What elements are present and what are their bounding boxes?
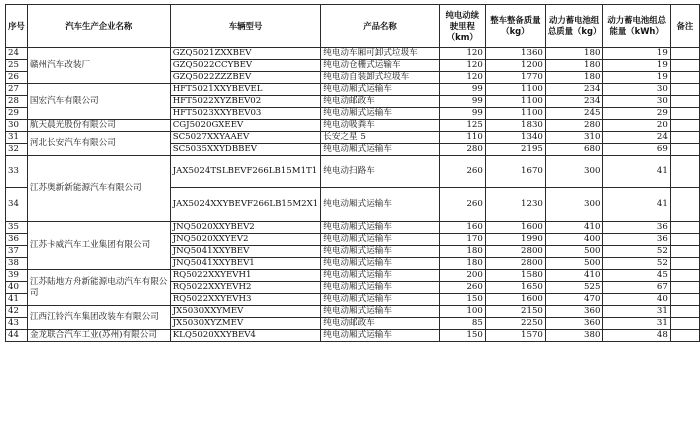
cell-range: 99 (439, 108, 485, 120)
cell-company: 国宏汽车有限公司 (27, 84, 170, 120)
header-seq: 序号 (6, 5, 28, 48)
cell-product: 纯电动厢式运输车 (321, 188, 440, 222)
cell-product: 纯电动厢式运输车 (321, 84, 440, 96)
cell-product: 长安之星 5 (321, 132, 440, 144)
cell-battery-mass: 410 (545, 222, 603, 234)
cell-product: 纯电动厢式运输车 (321, 294, 440, 306)
cell-battery-energy: 67 (603, 282, 670, 294)
cell-remark (670, 120, 699, 132)
header-battery-mass: 动力蓄电池组总质量（kg） (545, 5, 603, 48)
cell-company: 航天晨光股份有限公司 (27, 120, 170, 132)
cell-remark (670, 306, 699, 318)
cell-seq: 34 (6, 188, 28, 222)
cell-range: 125 (439, 120, 485, 132)
cell-company: 江苏陆地方舟新能源电动汽车有限公司 (27, 270, 170, 306)
cell-remark (670, 222, 699, 234)
header-model: 车辆型号 (170, 5, 321, 48)
cell-battery-mass: 234 (545, 96, 603, 108)
cell-remark (670, 258, 699, 270)
cell-remark (670, 108, 699, 120)
cell-range: 280 (439, 144, 485, 156)
header-company: 汽车生产企业名称 (27, 5, 170, 48)
cell-model: GZQ5022ZZZBEV (170, 72, 321, 84)
cell-mass: 2150 (485, 306, 545, 318)
cell-battery-mass: 500 (545, 246, 603, 258)
cell-mass: 1100 (485, 108, 545, 120)
cell-mass: 1570 (485, 330, 545, 342)
cell-battery-mass: 180 (545, 48, 603, 60)
cell-range: 200 (439, 270, 485, 282)
cell-model: RQ5022XXYEVH2 (170, 282, 321, 294)
cell-product: 纯电动邮政车 (321, 96, 440, 108)
cell-product: 纯电动厢式运输车 (321, 144, 440, 156)
cell-model: RQ5022XXYEVH1 (170, 270, 321, 282)
cell-battery-mass: 180 (545, 72, 603, 84)
table-row (6, 84, 700, 96)
cell-range: 100 (439, 306, 485, 318)
cell-product: 纯电动厢式运输车 (321, 246, 440, 258)
table-row (6, 132, 700, 144)
cell-battery-mass: 280 (545, 120, 603, 132)
cell-remark (670, 234, 699, 246)
cell-seq: 31 (6, 132, 28, 144)
table-row (6, 48, 700, 60)
cell-mass: 1600 (485, 222, 545, 234)
cell-seq: 39 (6, 270, 28, 282)
cell-model: JX5030XXYMEV (170, 306, 321, 318)
cell-product: 纯电动吸粪车 (321, 120, 440, 132)
cell-mass: 1670 (485, 156, 545, 188)
table-row (6, 330, 700, 342)
cell-battery-mass: 360 (545, 306, 603, 318)
cell-battery-energy: 36 (603, 234, 670, 246)
cell-remark (670, 48, 699, 60)
cell-battery-energy: 45 (603, 270, 670, 282)
cell-model: HFT5021XXYBEVEL (170, 84, 321, 96)
cell-range: 180 (439, 258, 485, 270)
cell-model: JNQ5020XXYEV2 (170, 234, 321, 246)
cell-battery-mass: 525 (545, 282, 603, 294)
cell-product: 纯电动厢式运输车 (321, 108, 440, 120)
cell-product: 纯电动厢式运输车 (321, 330, 440, 342)
cell-company: 赣州汽车改装厂 (27, 48, 170, 84)
table-row (6, 120, 700, 132)
cell-product: 纯电动自装卸式垃圾车 (321, 72, 440, 84)
cell-range: 120 (439, 60, 485, 72)
cell-company: 江苏奥新新能源汽车有限公司 (27, 156, 170, 222)
cell-range: 85 (439, 318, 485, 330)
cell-range: 120 (439, 48, 485, 60)
cell-battery-mass: 180 (545, 60, 603, 72)
cell-seq: 41 (6, 294, 28, 306)
cell-battery-energy: 69 (603, 144, 670, 156)
cell-product: 纯电动邮政车 (321, 318, 440, 330)
cell-remark (670, 282, 699, 294)
cell-mass: 2250 (485, 318, 545, 330)
cell-seq: 38 (6, 258, 28, 270)
cell-product: 纯电动厢式运输车 (321, 306, 440, 318)
cell-battery-energy: 29 (603, 108, 670, 120)
cell-seq: 36 (6, 234, 28, 246)
cell-battery-energy: 24 (603, 132, 670, 144)
cell-product: 纯电动扫路车 (321, 156, 440, 188)
cell-product: 纯电动车厢可卸式垃圾车 (321, 48, 440, 60)
cell-battery-energy: 30 (603, 96, 670, 108)
cell-mass: 1230 (485, 188, 545, 222)
cell-range: 170 (439, 234, 485, 246)
cell-battery-energy: 52 (603, 258, 670, 270)
cell-remark (670, 84, 699, 96)
header-product: 产品名称 (321, 5, 440, 48)
cell-model: JNQ5041XXYBEV1 (170, 258, 321, 270)
cell-remark (670, 132, 699, 144)
cell-battery-mass: 234 (545, 84, 603, 96)
cell-company: 金龙联合汽车工业(苏州)有限公司 (27, 330, 170, 342)
cell-battery-mass: 400 (545, 234, 603, 246)
cell-battery-energy: 20 (603, 120, 670, 132)
header-range: 纯电动续驶里程（km） (439, 5, 485, 48)
cell-range: 150 (439, 294, 485, 306)
cell-model: HFT5022XYZBEV02 (170, 96, 321, 108)
cell-product: 纯电动厢式运输车 (321, 258, 440, 270)
cell-remark (670, 270, 699, 282)
cell-range: 110 (439, 132, 485, 144)
table-row (6, 156, 700, 188)
cell-battery-energy: 31 (603, 318, 670, 330)
cell-battery-energy: 19 (603, 60, 670, 72)
cell-battery-mass: 310 (545, 132, 603, 144)
cell-mass: 1360 (485, 48, 545, 60)
cell-mass: 2800 (485, 258, 545, 270)
cell-model: JAX5024TSLBEVF266LB15M1T1 (170, 156, 321, 188)
cell-remark (670, 318, 699, 330)
cell-model: JX5030XYZMEV (170, 318, 321, 330)
cell-seq: 30 (6, 120, 28, 132)
cell-model: RQ5022XXYEVH3 (170, 294, 321, 306)
cell-company: 江苏卡威汽车工业集团有限公司 (27, 222, 170, 270)
cell-range: 260 (439, 188, 485, 222)
cell-mass: 1100 (485, 84, 545, 96)
cell-mass: 1770 (485, 72, 545, 84)
table-row (6, 306, 700, 318)
cell-model: SC5035XXYDBBEV (170, 144, 321, 156)
cell-seq: 35 (6, 222, 28, 234)
cell-battery-mass: 360 (545, 318, 603, 330)
table-row (6, 270, 700, 282)
cell-seq: 40 (6, 282, 28, 294)
cell-battery-energy: 19 (603, 72, 670, 84)
table-row (6, 222, 700, 234)
cell-range: 99 (439, 96, 485, 108)
cell-remark (670, 156, 699, 188)
cell-model: JNQ5041XXYBEV (170, 246, 321, 258)
cell-seq: 27 (6, 84, 28, 96)
cell-product: 纯电动厢式运输车 (321, 270, 440, 282)
cell-mass: 2800 (485, 246, 545, 258)
cell-remark (670, 294, 699, 306)
cell-company: 江西江铃汽车集团改装车有限公司 (27, 306, 170, 330)
cell-battery-energy: 52 (603, 246, 670, 258)
cell-battery-mass: 500 (545, 258, 603, 270)
cell-seq: 44 (6, 330, 28, 342)
cell-battery-mass: 470 (545, 294, 603, 306)
cell-product: 纯电动厢式运输车 (321, 222, 440, 234)
cell-range: 160 (439, 222, 485, 234)
cell-seq: 43 (6, 318, 28, 330)
cell-seq: 25 (6, 60, 28, 72)
cell-model: SC5027XXYAAEV (170, 132, 321, 144)
cell-mass: 1600 (485, 294, 545, 306)
header-row (6, 5, 700, 48)
cell-remark (670, 96, 699, 108)
cell-mass: 1650 (485, 282, 545, 294)
cell-product: 纯电动厢式运输车 (321, 234, 440, 246)
cell-range: 120 (439, 72, 485, 84)
cell-battery-energy: 36 (603, 222, 670, 234)
header-remark: 备注 (670, 5, 699, 48)
cell-remark (670, 144, 699, 156)
cell-battery-energy: 30 (603, 84, 670, 96)
cell-model: CGJ5020GXEEV (170, 120, 321, 132)
cell-battery-mass: 410 (545, 270, 603, 282)
cell-battery-energy: 31 (603, 306, 670, 318)
cell-seq: 24 (6, 48, 28, 60)
cell-mass: 1830 (485, 120, 545, 132)
cell-seq: 26 (6, 72, 28, 84)
cell-range: 99 (439, 84, 485, 96)
cell-battery-mass: 245 (545, 108, 603, 120)
cell-range: 180 (439, 246, 485, 258)
header-battery-energy: 动力蓄电池组总能量（kWh） (603, 5, 670, 48)
cell-seq: 32 (6, 144, 28, 156)
cell-product: 纯电动厢式运输车 (321, 282, 440, 294)
cell-model: GZQ5022CCYBEV (170, 60, 321, 72)
cell-battery-energy: 41 (603, 188, 670, 222)
cell-mass: 2195 (485, 144, 545, 156)
cell-mass: 1990 (485, 234, 545, 246)
cell-remark (670, 188, 699, 222)
cell-battery-mass: 380 (545, 330, 603, 342)
cell-battery-energy: 40 (603, 294, 670, 306)
cell-battery-mass: 300 (545, 156, 603, 188)
header-mass: 整车整备质量（kg） (485, 5, 545, 48)
cell-battery-energy: 19 (603, 48, 670, 60)
cell-range: 260 (439, 156, 485, 188)
cell-model: KLQ5020XXYBEV4 (170, 330, 321, 342)
cell-company: 河北长安汽车有限公司 (27, 132, 170, 156)
cell-battery-energy: 41 (603, 156, 670, 188)
cell-battery-mass: 300 (545, 188, 603, 222)
cell-model: JAX5024XXYBEVF266LB15M2X1 (170, 188, 321, 222)
cell-seq: 29 (6, 108, 28, 120)
cell-mass: 1200 (485, 60, 545, 72)
cell-mass: 1100 (485, 96, 545, 108)
cell-seq: 42 (6, 306, 28, 318)
cell-battery-energy: 48 (603, 330, 670, 342)
cell-range: 150 (439, 330, 485, 342)
cell-mass: 1580 (485, 270, 545, 282)
cell-remark (670, 330, 699, 342)
cell-mass: 1340 (485, 132, 545, 144)
cell-battery-mass: 680 (545, 144, 603, 156)
cell-seq: 33 (6, 156, 28, 188)
cell-remark (670, 72, 699, 84)
cell-product: 纯电动仓栅式运输车 (321, 60, 440, 72)
cell-model: JNQ5020XXYBEV2 (170, 222, 321, 234)
cell-remark (670, 60, 699, 72)
cell-model: GZQ5021ZXXBEV (170, 48, 321, 60)
cell-model: HFT5023XXYBEV03 (170, 108, 321, 120)
cell-seq: 28 (6, 96, 28, 108)
cell-remark (670, 246, 699, 258)
cell-range: 260 (439, 282, 485, 294)
cell-seq: 37 (6, 246, 28, 258)
vehicle-catalog-table (5, 4, 700, 342)
